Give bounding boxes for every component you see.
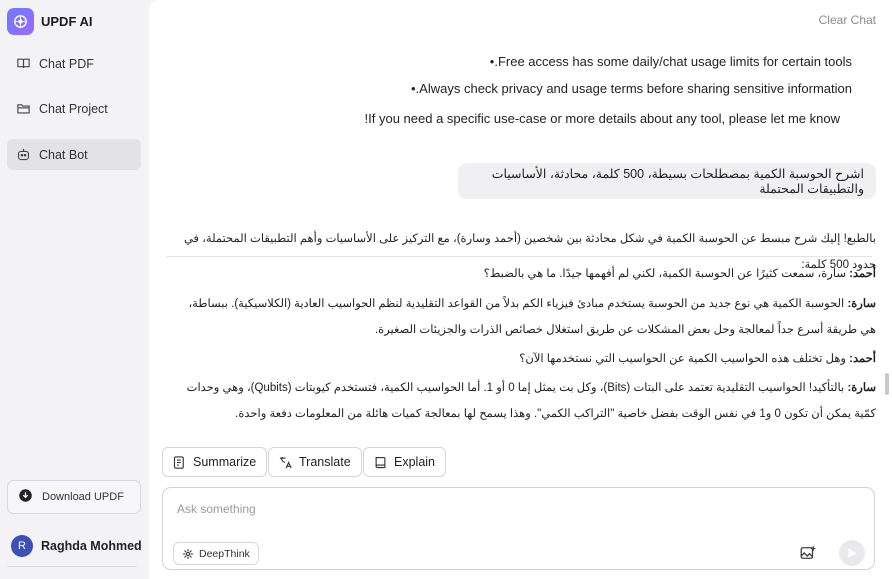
robot-icon (16, 147, 31, 162)
reply-intro: بالطبع! إليك شرح مبسط عن الحوسبة الكمية في شكل محادثة بين شخصين (أحمد وسارة)، مع التركيز على الأساسيات وأهم التطبيقات المحتملة، في حدود 500 كلمة: (183, 233, 876, 271)
dialogue-turn (170, 291, 876, 343)
turn-text: الحوسبة الكمية هي نوع جديد من الحوسبة يستخدم مبادئ فيزياء الكم بدلاً من القواعد التقليدية لنظم الحواسيب العادية (الكلاسيكية). ببساطة، هي طريقة أسرع جداً لمعالجة وحل بعض المشكلات عن طريق استغلال خصائص الذرات والجزيئات الصغيرة. (188, 298, 876, 336)
turn-text: سارة، سمعت كثيرًا عن الحوسبة الكمية، لكني لم أفهمها جيدًا. ما هي بالضبط؟ (483, 268, 850, 280)
updf-logo-icon (7, 8, 34, 35)
dialogue-turn (170, 346, 876, 372)
send-icon (846, 547, 858, 559)
download-updf-button[interactable] (7, 480, 141, 514)
chat-panel (149, 0, 892, 579)
summarize-button[interactable] (162, 447, 267, 477)
speaker-name: سارة: (847, 382, 876, 394)
deepthink-toggle[interactable] (173, 542, 259, 565)
user-message-bubble (458, 163, 876, 199)
deepthink-label: DeepThink (199, 547, 250, 560)
sidebar-item-chat-bot[interactable] (7, 139, 141, 170)
sidebar-item-label: Chat PDF (39, 56, 94, 71)
dialogue-turn (170, 261, 876, 287)
turn-text: بالتأكيد! الحواسيب التقليدية تعتمد على البتات (Bits)، وكل بت يمثل إما 0 أو 1. أما الحواسيب الكمية، فتستخدم كيوبتات (Qubits)، وهي وحدات كمّية يمكن أن تكون 0 و1 في نفس الوقت بفضل خاصية "التراكب الكمي". وهذا يسمح لها بمعالجة كميات هائلة من المعلومات دفعة واحدة. (186, 382, 876, 420)
assistant-bullet: Free access has some daily/chat usage limits for certain tools. • (482, 54, 852, 69)
sidebar-item-chat-project[interactable] (7, 93, 141, 124)
speaker-name: أحمد: (849, 268, 876, 280)
translate-icon (278, 455, 293, 470)
sidebar-item-label: Chat Project (39, 101, 108, 116)
sidebar (0, 0, 148, 579)
user-profile[interactable] (11, 535, 142, 557)
translate-button[interactable] (268, 447, 362, 477)
sidebar-item-chat-pdf[interactable] (7, 48, 141, 79)
app-name: UPDF AI (41, 13, 93, 29)
scrollbar-thumb[interactable] (885, 373, 889, 395)
user-name: Raghda Mohmed (41, 539, 142, 553)
book-icon (373, 455, 388, 470)
sidebar-divider (7, 566, 137, 567)
message-input[interactable]: Ask something (177, 502, 256, 516)
image-upload-icon[interactable] (797, 542, 819, 564)
sidebar-item-label: Chat Bot (39, 147, 88, 162)
user-message-text: اشرح الحوسبة الكمية بمصطلحات بسيطة، 500 كلمة، محادثة، الأساسيات والتطبيقات المحتملة (491, 167, 864, 196)
explain-button[interactable] (363, 447, 446, 477)
clear-chat-button[interactable]: Clear Chat (818, 13, 876, 27)
turn-text: وهل تختلف هذه الحواسيب الكمية عن الحواسيب التي نستخدمها الآن؟ (519, 353, 850, 365)
send-button[interactable] (839, 540, 865, 566)
brand[interactable] (7, 6, 93, 36)
avatar: R (11, 535, 33, 557)
folder-icon (16, 101, 31, 116)
assistant-bullet: Always check privacy and usage terms before sharing sensitive information. • (403, 81, 852, 96)
translate-label: Translate (299, 455, 351, 469)
book-icon (16, 56, 31, 71)
summarize-icon (172, 455, 187, 470)
speaker-name: سارة: (847, 298, 876, 310)
download-icon (18, 488, 33, 506)
dialogue-turn (170, 375, 876, 427)
assistant-closing: If you need a specific use-case or more details about any tool, please let me know! (364, 111, 840, 126)
message-composer[interactable] (162, 487, 875, 570)
deepthink-icon (182, 548, 194, 560)
summarize-label: Summarize (193, 455, 257, 469)
speaker-name: أحمد: (849, 353, 876, 365)
download-label: Download UPDF (42, 491, 124, 503)
reply-divider (166, 256, 872, 257)
explain-label: Explain (394, 455, 435, 469)
